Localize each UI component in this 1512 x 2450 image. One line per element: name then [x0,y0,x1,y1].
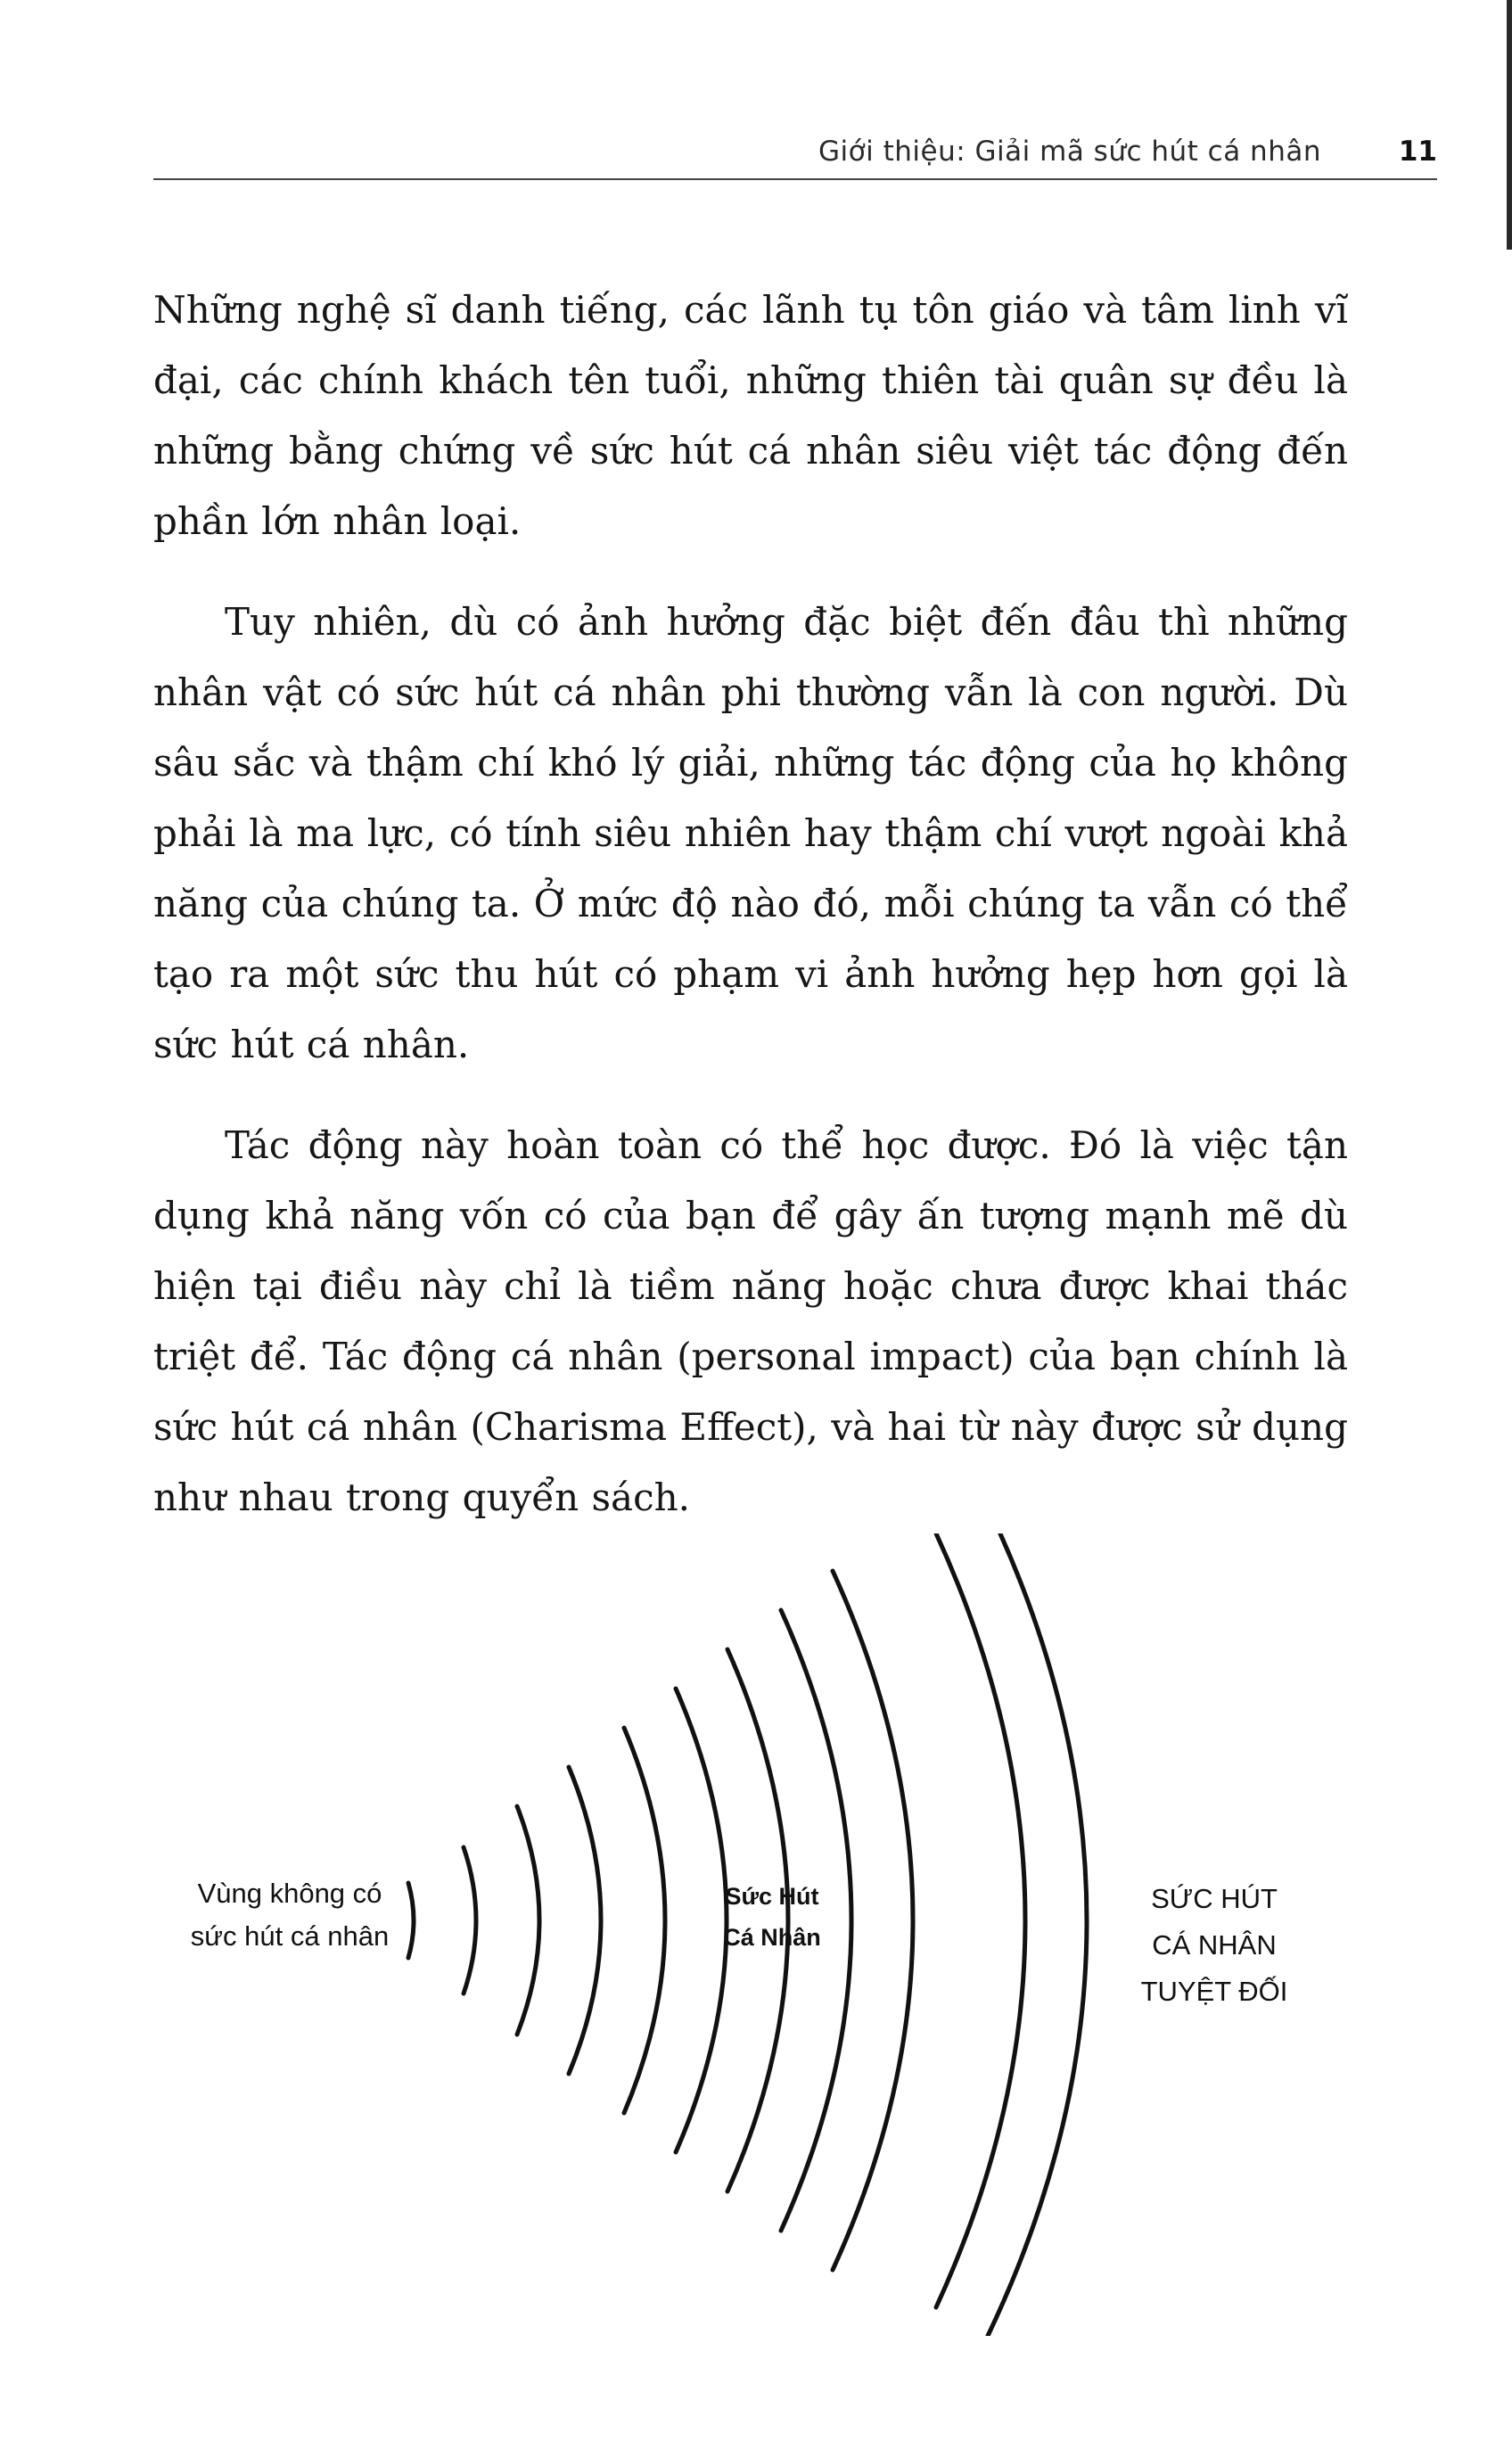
header-rule [153,178,1437,180]
wave-arc-11 [988,1533,1087,2336]
right-label-line-2: CÁ NHÂN [1152,1929,1277,1961]
wave-arc-5 [624,1728,665,2113]
right-label-line-3: TUYỆT ĐỐI [1140,1976,1288,2007]
right-label-line-1: SỨC HÚT [1151,1883,1278,1914]
no-charisma-zone-label [169,1872,410,1958]
wave-arc-4 [569,1767,601,2074]
wave-arc-2 [464,1847,476,1994]
paragraph-3: Tác động này hoàn toàn có thể học được. Đó là việc tận dụng khả năng vốn có của bạn để gây ấn tượng mạnh mẽ dù hiện tại điều này chỉ là tiềm năng hoặc chưa được khai thác triệt để. Tác động cá nhân (personal impact) của bạn chính là sức hút cá nhân (Charisma Effect), và hai từ này được sử dụng như nhau trong quyển sách. [153,1123,1348,1519]
wave-arc-9 [833,1571,913,2270]
wave-arc-10 [936,1533,1025,2307]
body-text [153,275,1348,1563]
paragraph-2: Tuy nhiên, dù có ảnh hưởng đặc biệt đến đâu thì những nhân vật có sức hút cá nhân phi thường vẫn là con người. Dù sâu sắc và thậm chí khó lý giải, những tác động của họ không phải là ma lực, có tính siêu nhiên hay thậm chí vượt ngoài khả năng của chúng ta. Ở mức độ nào đó, mỗi chúng ta vẫn có thể tạo ra một sức thu hút có phạm vi ảnh hưởng hẹp hơn gọi là sức hút cá nhân. [153,600,1348,1066]
charisma-wave-diagram [0,1533,1512,2336]
left-label-line-1: Vùng không có [197,1878,382,1909]
wave-arc-3 [517,1806,539,2035]
page-edge-shadow [1507,0,1512,250]
center-label-line-1: Sức Hút [725,1883,819,1910]
absolute-charisma-label [1125,1876,1303,2015]
running-title: Giới thiệu: Giải mã sức hút cá nhân [818,136,1321,168]
center-label-line-2: Cá Nhân [723,1924,821,1951]
paragraph-1: Những nghệ sĩ danh tiếng, các lãnh tụ tôn giáo và tâm linh vĩ đại, các chính khách tên tuổi, những thiên tài quân sự đều là những bằng chứng về sức hút cá nhân siêu việt tác động đến phần lớn nhân loại. [153,288,1348,543]
left-label-line-2: sức hút cá nhân [190,1920,390,1952]
personal-charisma-label [710,1876,834,1958]
page-header [152,132,1437,182]
page-number: 11 [1398,136,1437,168]
